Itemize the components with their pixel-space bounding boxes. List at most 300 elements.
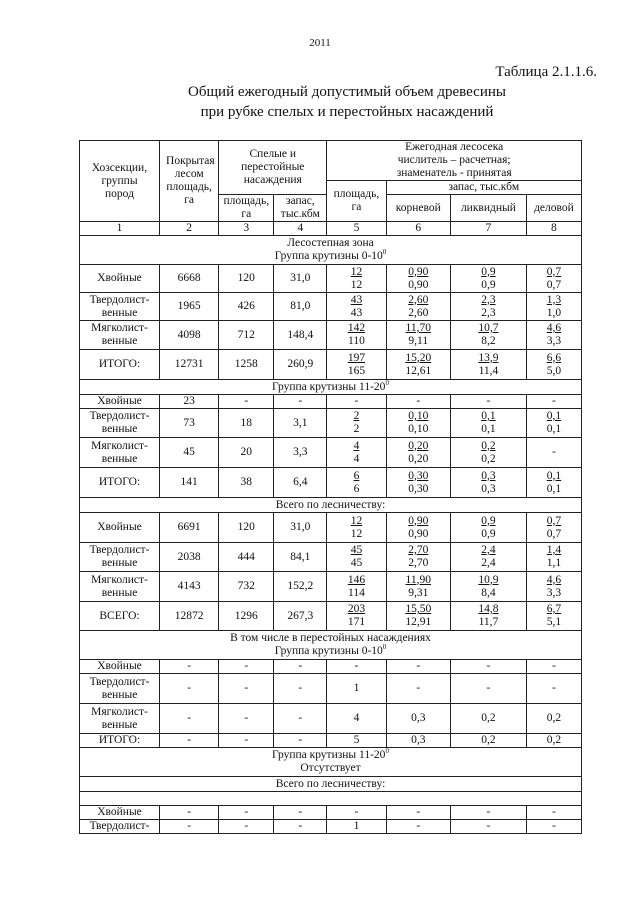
cell-value: - <box>526 438 581 468</box>
cell-mature-area: 1296 <box>219 602 274 631</box>
fraction-cell <box>526 572 581 602</box>
numerator-calculated: 146 <box>347 573 366 586</box>
cell-forest-area: - <box>160 820 219 834</box>
fraction-cell <box>327 350 386 380</box>
numerator-calculated: 10,9 <box>478 573 499 586</box>
cell-value: - <box>327 395 386 409</box>
section-text: В том числе в перестойных насаждениях <box>230 632 431 644</box>
denominator-accepted: 45 <box>350 557 363 569</box>
col-number: 1 <box>80 222 160 236</box>
numerator-calculated: 0,90 <box>408 265 429 278</box>
numerator-calculated: 10,7 <box>478 322 499 334</box>
cell-forest-area: 4143 <box>160 572 219 602</box>
row-label: ИТОГО: <box>80 734 160 748</box>
cell-value: - <box>450 395 526 409</box>
section-text: Группа крутизны $11-20^0$ <box>272 747 389 761</box>
cell-value: - <box>450 674 526 704</box>
numerator-calculated: 0,9 <box>481 514 496 527</box>
cell-mature-stock: 260,9 <box>274 350 327 380</box>
table-row <box>80 820 582 834</box>
fraction-cell <box>386 468 450 498</box>
fraction-cell <box>386 321 450 350</box>
row-label: Мягколист- венные <box>80 572 160 602</box>
col-number: 8 <box>526 222 581 236</box>
header-col7: ликвидный <box>450 195 526 222</box>
blank-row <box>80 792 582 806</box>
denominator-accepted: 3,3 <box>546 335 562 347</box>
denominator-accepted: 0,30 <box>408 482 429 495</box>
cell-forest-area: 2038 <box>160 543 219 572</box>
cell-mature-area: - <box>219 704 274 734</box>
table-row <box>80 543 582 572</box>
fraction-cell <box>526 293 581 321</box>
row-label: ИТОГО: <box>80 350 160 380</box>
numerator-calculated: 6,7 <box>546 603 562 615</box>
cell-forest-area: - <box>160 806 219 820</box>
cell-mature-stock: 148,4 <box>274 321 327 350</box>
denominator-accepted: 2,3 <box>481 306 496 319</box>
fraction-cell <box>450 543 526 572</box>
cell-mature-area: 20 <box>219 438 274 468</box>
section-text: Группа крутизны $0-10^0$ <box>274 248 387 262</box>
denominator-accepted: 165 <box>347 364 366 377</box>
fraction-cell <box>450 572 526 602</box>
cell-forest-area: 141 <box>160 468 219 498</box>
cell-mature-area: - <box>219 395 274 409</box>
denominator-accepted: 3,3 <box>546 586 562 599</box>
row-label: ИТОГО: <box>80 468 160 498</box>
numerator-calculated: 45 <box>350 544 363 556</box>
fraction-cell <box>386 572 450 602</box>
denominator-accepted: 0,7 <box>546 527 562 540</box>
denominator-accepted: 9,11 <box>408 335 429 347</box>
section-heading <box>80 236 582 265</box>
degree-superscript: 0 <box>382 643 387 652</box>
header-col4: запас, тыс.кбм <box>274 195 327 222</box>
numerator-calculated: 0,9 <box>481 265 496 278</box>
numerator-calculated: 12 <box>350 514 363 527</box>
table-row <box>80 806 582 820</box>
cell-value: - <box>526 674 581 704</box>
section-text: Группа крутизны $11-20^0$ <box>272 378 389 393</box>
cell-mature-stock: 84,1 <box>274 543 327 572</box>
fraction-cell <box>526 602 581 631</box>
cell-value: - <box>327 660 386 674</box>
fraction-cell <box>450 350 526 380</box>
cell-mature-area: 426 <box>219 293 274 321</box>
denominator-accepted: 9,31 <box>408 586 429 599</box>
table-row <box>80 704 582 734</box>
row-label: Твердолист- венные <box>80 293 160 321</box>
cell-mature-stock: - <box>274 395 327 409</box>
denominator-accepted: 5,0 <box>546 364 562 377</box>
numerator-calculated: 0,3 <box>481 469 496 482</box>
numerator-calculated: 6,6 <box>546 351 562 364</box>
denominator-accepted: 2,4 <box>481 557 496 569</box>
cell-value: - <box>526 820 581 834</box>
cell-mature-area: 38 <box>219 468 274 498</box>
col-number: 4 <box>274 222 327 236</box>
fraction-cell <box>386 265 450 293</box>
cell-value: 0,3 <box>386 734 450 748</box>
numerator-calculated: 11,90 <box>405 573 431 586</box>
table-row <box>80 572 582 602</box>
table-row <box>80 513 582 543</box>
denominator-accepted: 2 <box>353 423 360 435</box>
header-col1: Хозсекции, группы пород <box>80 141 160 222</box>
fraction-cell <box>386 602 450 631</box>
numerator-calculated: 4,6 <box>546 573 562 586</box>
cell-mature-stock: - <box>274 820 327 834</box>
cell-forest-area: 45 <box>160 438 219 468</box>
fraction-cell <box>327 602 386 631</box>
numerator-calculated: 2,4 <box>481 544 496 556</box>
row-label: Твердолист- венные <box>80 543 160 572</box>
denominator-accepted: 0,10 <box>408 423 429 435</box>
fraction-cell <box>386 543 450 572</box>
numerator-calculated: 0,1 <box>481 410 496 422</box>
numerator-calculated: 0,7 <box>546 265 562 278</box>
blank-cell <box>80 792 582 806</box>
numerator-calculated: 13,9 <box>478 351 499 364</box>
cell-value: - <box>450 820 526 834</box>
section-text: Всего по лесничеству: <box>275 498 386 511</box>
cell-mature-stock: 31,0 <box>274 265 327 293</box>
fraction-cell <box>327 468 386 498</box>
denominator-accepted: 0,20 <box>408 452 429 465</box>
cell-forest-area: - <box>160 704 219 734</box>
row-label: Твердолист- венные <box>80 409 160 438</box>
col-number: 5 <box>327 222 386 236</box>
cell-forest-area: 12731 <box>160 350 219 380</box>
denominator-accepted: 0,7 <box>546 278 562 291</box>
cell-mature-area: 732 <box>219 572 274 602</box>
numerator-calculated: 6 <box>353 469 360 482</box>
section-text: Отсутствует <box>300 762 361 774</box>
fraction-cell <box>327 572 386 602</box>
fraction-cell <box>526 513 581 543</box>
numerator-calculated: 142 <box>347 322 366 334</box>
numerator-calculated: 11,70 <box>405 322 431 334</box>
fraction-cell <box>450 513 526 543</box>
fraction-cell <box>327 321 386 350</box>
header-col5-8-line2: числитель – расчетная; <box>397 154 511 166</box>
numerator-calculated: 14,8 <box>478 603 499 615</box>
cell-mature-area: 1258 <box>219 350 274 380</box>
cell-mature-stock: 3,3 <box>274 438 327 468</box>
table-row <box>80 468 582 498</box>
title-line-2: при рубке спелых и перестойных насаждений <box>200 104 494 120</box>
table-row <box>80 265 582 293</box>
numerator-calculated: 1,3 <box>546 293 562 306</box>
denominator-accepted: 11,4 <box>478 364 499 377</box>
fraction-cell <box>450 468 526 498</box>
cell-mature-stock: 31,0 <box>274 513 327 543</box>
table-label: Таблица 2.1.1.6. <box>495 64 597 80</box>
row-label: Хвойные <box>80 513 160 543</box>
cell-mature-area: 18 <box>219 409 274 438</box>
denominator-accepted: 12,61 <box>405 364 432 377</box>
table-row <box>80 602 582 631</box>
denominator-accepted: 1,0 <box>546 306 562 319</box>
section-heading <box>80 777 582 792</box>
denominator-accepted: 2,60 <box>408 306 429 319</box>
col-number: 2 <box>160 222 219 236</box>
cell-value: 4 <box>327 704 386 734</box>
cell-value: - <box>386 806 450 820</box>
table-row <box>80 395 582 409</box>
cell-forest-area: 4098 <box>160 321 219 350</box>
cell-mature-stock: 81,0 <box>274 293 327 321</box>
row-label: ВСЕГО: <box>80 602 160 631</box>
row-label: Хвойные <box>80 660 160 674</box>
denominator-accepted: 4 <box>353 452 360 465</box>
fraction-cell <box>327 293 386 321</box>
header-col8: деловой <box>526 195 581 222</box>
cell-forest-area: 1965 <box>160 293 219 321</box>
table-row <box>80 293 582 321</box>
denominator-accepted: 0,3 <box>481 482 496 495</box>
fraction-cell <box>450 438 526 468</box>
fraction-cell <box>386 409 450 438</box>
cell-mature-area: - <box>219 806 274 820</box>
numerator-calculated: 12 <box>350 265 363 278</box>
denominator-accepted: 114 <box>348 586 365 599</box>
cell-mature-stock: - <box>274 660 327 674</box>
cell-value: 0,2 <box>450 704 526 734</box>
cell-value: - <box>526 806 581 820</box>
fraction-cell <box>450 409 526 438</box>
cell-value: - <box>327 806 386 820</box>
numerator-calculated: 0,30 <box>408 469 429 482</box>
denominator-accepted: 110 <box>348 335 365 347</box>
cell-mature-stock: 3,1 <box>274 409 327 438</box>
cell-mature-stock: - <box>274 734 327 748</box>
row-label: Хвойные <box>80 265 160 293</box>
header-col6: корневой <box>386 195 450 222</box>
section-text: Лесостепная зона <box>287 237 374 249</box>
cell-forest-area: - <box>160 734 219 748</box>
cell-forest-area: 23 <box>160 395 219 409</box>
denominator-accepted: 5,1 <box>546 616 562 628</box>
denominator-accepted: 0,9 <box>481 527 496 540</box>
cell-value: 0,3 <box>386 704 450 734</box>
denominator-accepted: 1,1 <box>546 557 562 569</box>
section-row <box>80 380 582 395</box>
cell-mature-stock: 267,3 <box>274 602 327 631</box>
section-text: Всего по лесничеству: <box>275 777 386 790</box>
cell-mature-area: - <box>219 660 274 674</box>
cell-forest-area: - <box>160 660 219 674</box>
fraction-cell <box>386 350 450 380</box>
cell-mature-area: 444 <box>219 543 274 572</box>
header-col34: Спелые и перестойные насаждения <box>219 141 327 195</box>
cell-value: 0,2 <box>526 704 581 734</box>
denominator-accepted: 0,1 <box>546 423 562 435</box>
denominator-accepted: 43 <box>350 306 363 319</box>
numerator-calculated: 203 <box>347 603 366 615</box>
denominator-accepted: 6 <box>353 482 360 495</box>
section-row <box>80 777 582 792</box>
denominator-accepted: 0,1 <box>481 423 496 435</box>
col-number: 3 <box>219 222 274 236</box>
fraction-cell <box>386 293 450 321</box>
row-label: Хвойные <box>80 395 160 409</box>
table-row <box>80 674 582 704</box>
table-row <box>80 321 582 350</box>
denominator-accepted: 0,90 <box>408 278 429 291</box>
section-row <box>80 748 582 777</box>
section-heading <box>80 631 582 660</box>
numerator-calculated: 4 <box>353 439 360 452</box>
cell-mature-area: - <box>219 820 274 834</box>
cell-value: - <box>386 395 450 409</box>
cell-forest-area: 12872 <box>160 602 219 631</box>
cell-value: 5 <box>327 734 386 748</box>
row-label: Мягколист- венные <box>80 704 160 734</box>
degree-superscript: 0 <box>385 378 389 387</box>
numerator-calculated: 0,7 <box>546 514 562 527</box>
fraction-cell <box>526 409 581 438</box>
fraction-cell <box>327 265 386 293</box>
denominator-accepted: 12 <box>350 278 363 291</box>
numerator-calculated: 2,3 <box>481 293 496 306</box>
numerator-calculated: 15,20 <box>405 351 432 364</box>
fraction-cell <box>327 543 386 572</box>
cell-forest-area: 6668 <box>160 265 219 293</box>
section-text: Группа крутизны $0-10^0$ <box>274 643 387 657</box>
denominator-accepted: 171 <box>347 616 366 628</box>
numerator-calculated: 2,60 <box>408 293 429 306</box>
col-number: 6 <box>386 222 450 236</box>
cell-mature-area: 120 <box>219 513 274 543</box>
cell-mature-stock: - <box>274 704 327 734</box>
cell-value: - <box>526 660 581 674</box>
cell-value: 1 <box>327 674 386 704</box>
fraction-cell <box>526 543 581 572</box>
title-line-1: Общий ежегодный допустимый объем древесины <box>188 84 506 100</box>
denominator-accepted: 0,9 <box>481 278 496 291</box>
header-col3: площадь, га <box>219 195 274 222</box>
denominator-accepted: 0,2 <box>481 452 496 465</box>
fraction-cell <box>450 265 526 293</box>
cell-value: 0,2 <box>526 734 581 748</box>
fraction-cell <box>526 321 581 350</box>
section-heading <box>80 380 582 395</box>
denominator-accepted: 0,1 <box>546 482 562 495</box>
fraction-cell <box>386 438 450 468</box>
fraction-cell <box>450 321 526 350</box>
fraction-cell <box>386 513 450 543</box>
cell-value: - <box>386 820 450 834</box>
cell-forest-area: 6691 <box>160 513 219 543</box>
denominator-accepted: 12,91 <box>405 616 432 628</box>
col-number: 7 <box>450 222 526 236</box>
numerator-calculated: 0,90 <box>408 514 429 527</box>
row-label: Мягколист- венные <box>80 438 160 468</box>
degree-superscript: 0 <box>382 248 387 257</box>
numerator-calculated: 0,1 <box>546 410 562 422</box>
numerator-calculated: 4,6 <box>546 322 562 334</box>
numerator-calculated: 1,4 <box>546 544 562 556</box>
numerator-calculated: 43 <box>350 293 363 306</box>
header-col678: запас, тыс.кбм <box>386 181 581 195</box>
numerator-calculated: 0,20 <box>408 439 429 452</box>
denominator-accepted: 8,4 <box>481 586 496 599</box>
row-label: Твердолист- <box>80 820 160 834</box>
denominator-accepted: 12 <box>350 527 363 540</box>
table-row <box>80 409 582 438</box>
denominator-accepted: 8,2 <box>481 335 496 347</box>
cell-mature-area: 712 <box>219 321 274 350</box>
table-row <box>80 438 582 468</box>
fraction-cell <box>327 438 386 468</box>
allowable-cut-table <box>79 140 582 834</box>
cell-value: - <box>386 660 450 674</box>
numerator-calculated: 0,10 <box>408 410 429 422</box>
fraction-cell <box>450 293 526 321</box>
cell-value: 1 <box>327 820 386 834</box>
section-heading <box>80 748 582 777</box>
degree-superscript: 0 <box>385 747 389 756</box>
header-col5-8-line3: знаменатель - принятая <box>396 167 512 179</box>
numerator-calculated: 2 <box>353 410 360 422</box>
numerator-calculated: 197 <box>347 351 366 364</box>
denominator-accepted: 0,90 <box>408 527 429 540</box>
cell-mature-stock: - <box>274 806 327 820</box>
cell-value: - <box>526 395 581 409</box>
header-col2: Покрытая лесом площадь, га <box>160 141 219 222</box>
fraction-cell <box>450 602 526 631</box>
cell-value: - <box>450 806 526 820</box>
cell-value: - <box>450 660 526 674</box>
numerator-calculated: 0,1 <box>546 469 562 482</box>
row-label: Хвойные <box>80 806 160 820</box>
cell-mature-stock: 152,2 <box>274 572 327 602</box>
cell-value: 0,2 <box>450 734 526 748</box>
numerator-calculated: 2,70 <box>408 544 429 556</box>
section-row <box>80 236 582 265</box>
numerator-calculated: 0,2 <box>481 439 496 452</box>
header-col5-8 <box>327 141 582 181</box>
row-label: Твердолист- венные <box>80 674 160 704</box>
cell-mature-stock: - <box>274 674 327 704</box>
denominator-accepted: 2,70 <box>408 557 429 569</box>
cell-forest-area: 73 <box>160 409 219 438</box>
fraction-cell <box>526 265 581 293</box>
cell-mature-stock: 6,4 <box>274 468 327 498</box>
table-row <box>80 660 582 674</box>
header-col5: площадь, га <box>327 181 386 222</box>
fraction-cell <box>327 409 386 438</box>
cell-value: - <box>386 674 450 704</box>
section-row <box>80 498 582 513</box>
cell-mature-area: 120 <box>219 265 274 293</box>
numerator-calculated: 15,50 <box>405 603 432 615</box>
fraction-cell <box>526 468 581 498</box>
fraction-cell <box>327 513 386 543</box>
section-row <box>80 631 582 660</box>
table-row <box>80 734 582 748</box>
cell-mature-area: - <box>219 674 274 704</box>
section-heading <box>80 498 582 513</box>
table-title <box>0 82 640 122</box>
page-number: 2011 <box>309 37 331 49</box>
header-col5-8-line1: Ежегодная лесосека <box>405 141 504 153</box>
table-row <box>80 350 582 380</box>
denominator-accepted: 11,7 <box>478 616 499 628</box>
cell-mature-area: - <box>219 734 274 748</box>
